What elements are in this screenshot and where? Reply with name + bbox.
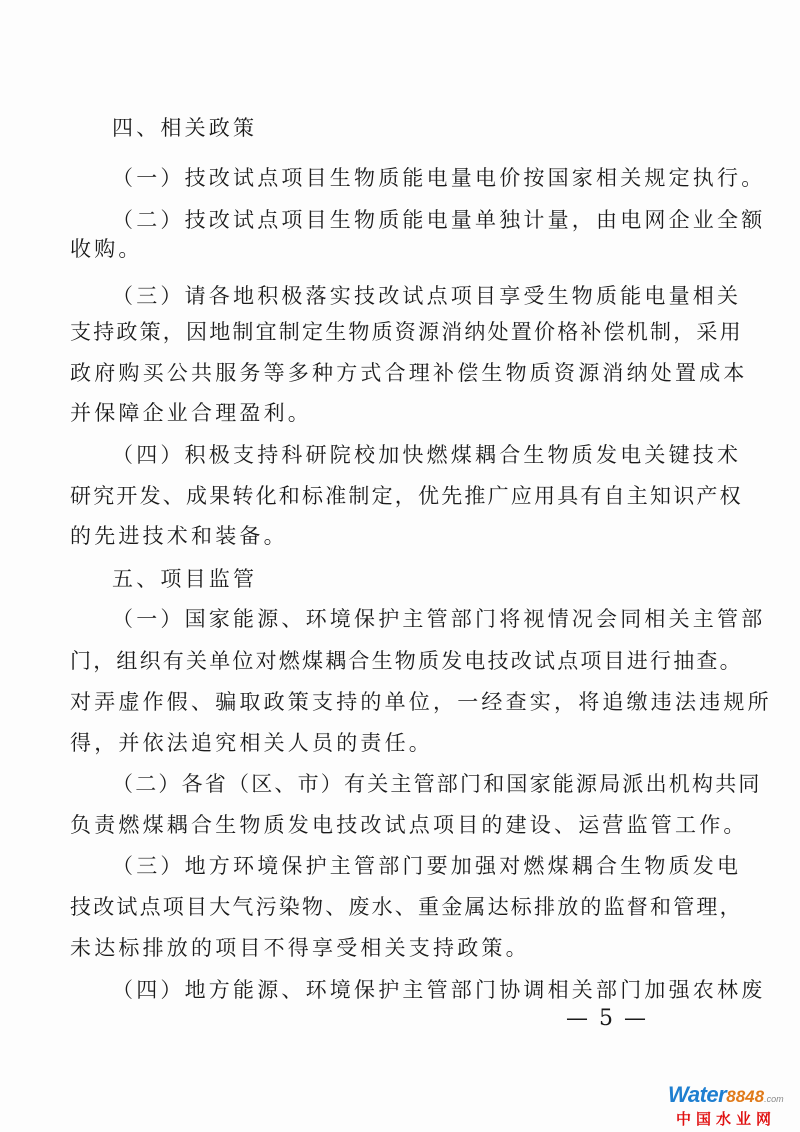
paragraph-line: （四）积极支持科研院校加快燃煤耦合生物质发电关键技术 <box>112 443 742 467</box>
paragraph-line: （二）各省（区、市）有关主管部门和国家能源局派出机构共同 <box>112 772 762 796</box>
watermark-brand <box>668 1082 784 1108</box>
paragraph-line: （一）技改试点项目生物质能电量电价按国家相关规定执行。 <box>112 166 766 190</box>
page-number: — 5 — <box>566 1006 648 1031</box>
watermark-chinese-name: 中国水业网 <box>676 1110 777 1128</box>
paragraph-line: （三）地方环境保护主管部门要加强对燃煤耦合生物质发电 <box>112 854 742 878</box>
paragraph-line: （二）技改试点项目生物质能电量单独计量，由电网企业全额 <box>112 208 766 232</box>
paragraph-line: 对弄虚作假、骗取政策支持的单位，一经查实，将追缴违法违规所 <box>70 690 772 714</box>
watermark-number: 8848 <box>726 1087 765 1106</box>
paragraph-line: （三）请各地积极落实技改试点项目享受生物质能电量相关 <box>112 284 742 308</box>
watermark-word: Water <box>668 1082 727 1107</box>
paragraph-line: 负责燃煤耦合生物质发电技改试点项目的建设、运营监管工作。 <box>70 813 748 837</box>
site-watermark-logo <box>668 1082 794 1130</box>
paragraph-line: （四）地方能源、环境保护主管部门协调相关部门加强农林废 <box>112 978 766 1002</box>
section-heading-supervision: 五、项目监管 <box>112 567 258 591</box>
paragraph-line: 未达标排放的项目不得享受相关支持政策。 <box>70 936 530 960</box>
paragraph-line: 研究开发、成果转化和标准制定，优先推广应用具有自主知识产权 <box>70 484 743 508</box>
watermark-domain-suffix: .com <box>764 1094 784 1104</box>
paragraph-line: 得，并依法追究相关人员的责任。 <box>70 731 433 755</box>
section-heading-policies: 四、相关政策 <box>112 116 258 140</box>
paragraph-line: 收购。 <box>70 237 143 261</box>
paragraph-line: （一）国家能源、环境保护主管部门将视情况会同相关主管部 <box>112 607 766 631</box>
paragraph-line: 并保障企业合理盈利。 <box>70 401 312 425</box>
paragraph-line: 政府购买公共服务等多种方式合理补偿生物质资源消纳处置成本 <box>70 361 748 385</box>
paragraph-line: 支持政策，因地制宜制定生物质资源消纳处置价格补偿机制，采用 <box>70 320 743 344</box>
paragraph-line: 技改试点项目大气污染物、废水、重金属达标排放的监督和管理， <box>70 895 743 919</box>
paragraph-line: 门，组织有关单位对燃煤耦合生物质发电技改试点项目进行抽查。 <box>70 649 743 673</box>
paragraph-line: 的先进技术和装备。 <box>70 524 288 548</box>
